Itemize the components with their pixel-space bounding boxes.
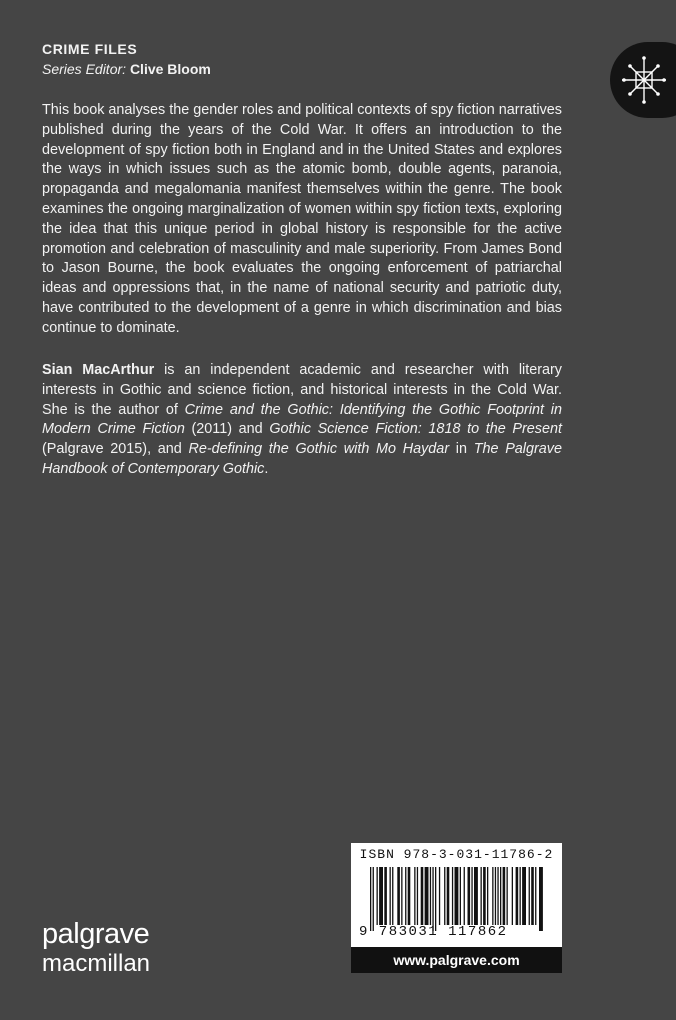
bio-work-3: Re-defining the Gothic with Mo Haydar — [188, 441, 450, 458]
bio-work-2: Gothic Science Fiction: 1818 to the Present — [269, 421, 562, 438]
bio-text-2: (2011) and — [184, 421, 270, 438]
bio-text-3: (Palgrave 2015), and — [42, 441, 189, 458]
bio-work-1: Crime and the Gothic: Identifying the Gothic Footprint in Modern Crime Fiction — [42, 401, 562, 438]
bio-work-4: The Palgrave Handbook of Contemporary Gothic — [42, 441, 562, 477]
author-name: Sian MacArthur — [42, 362, 155, 378]
macmillan-wordmark: macmillan — [42, 950, 151, 977]
palgrave-wordmark: palgrave — [42, 918, 150, 950]
series-editor-label: Series Editor: — [42, 61, 127, 77]
palgrave-badge — [610, 42, 676, 118]
barcode-digits: 9 783031 117862 — [359, 924, 508, 940]
bio-text-4: in — [449, 441, 474, 458]
author-bio — [42, 361, 562, 480]
book-blurb: This book analyses the gender roles and political contexts of spy fiction narratives published during the years of the Cold War. It offers an introduction to the development of spy fiction both in England and in the United States and explores the ways in which issues such as the atomic bomb, double agents, paranoia, propaganda and megalomania manifest themselves within the genre. The book examines the ongoing marginalization of women within spy fiction texts, exploring the idea that this unique period in global history is responsible for the active promotion and celebration of masculinity and male superiority. From James Bond to Jason Bourne, the book evaluates the ongoing enforcement of patriarchal ideas and oppressions that, in the name of national security and patriotic duty, have contributed to the development of a genre in which discrimination and bias continue to dominate. — [42, 102, 562, 336]
bio-text-1: is an independent academic and researcher with literary interests in Gothic and science fiction, and historical interests in the Cold War. She is the author of — [42, 362, 562, 418]
bio-text-5: . — [264, 460, 269, 477]
series-editor — [42, 61, 211, 77]
series-editor-name: Clive Bloom — [129, 61, 211, 77]
series-title: CRIME FILES — [42, 41, 138, 57]
publisher-url: www.palgrave.com — [351, 947, 562, 973]
barcode-panel — [351, 843, 562, 947]
palgrave-logo-icon — [622, 52, 666, 108]
isbn-text: ISBN 978-3-031-11786-2 — [359, 847, 554, 862]
barcode-graphic — [368, 867, 548, 931]
